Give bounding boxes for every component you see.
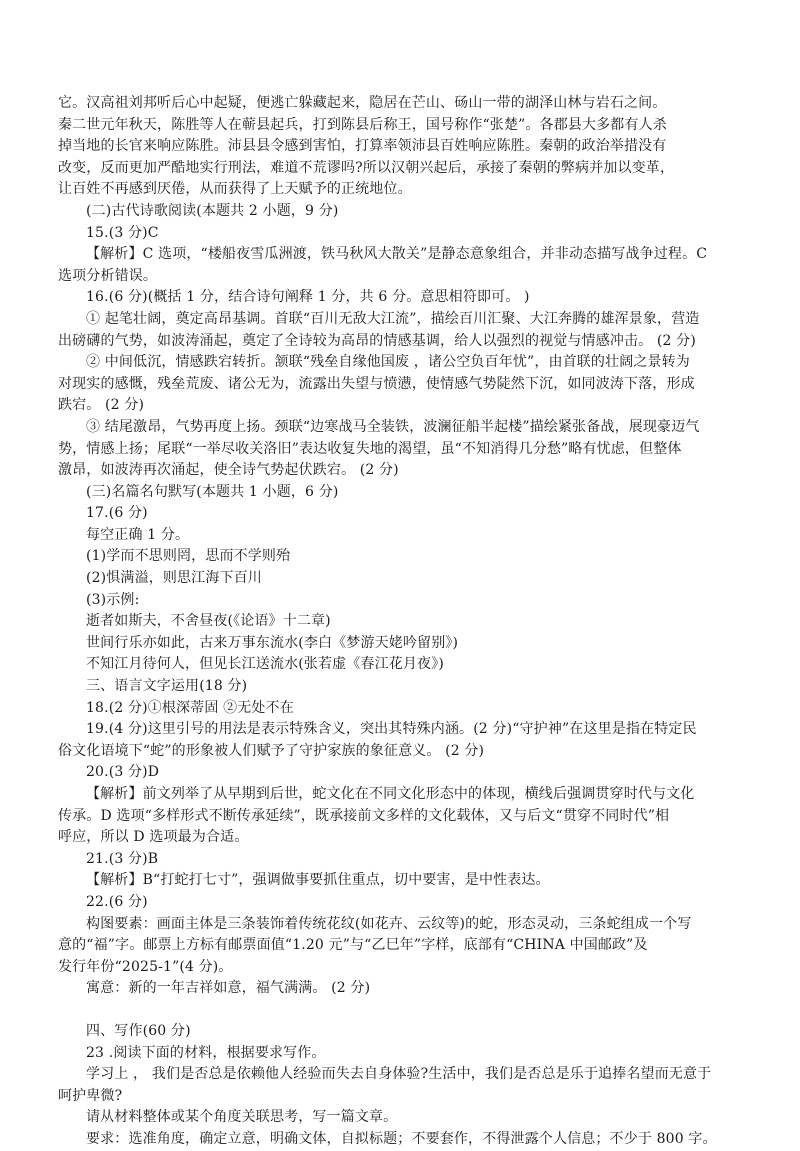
answer-text-line: 出磅礴的气势，如波涛涌起，奠定了全诗较为高昂的情感基调，给人以强烈的视觉与情感冲击。 (2 分) (58, 332, 696, 349)
writing-prompt-line: 学习上 ， 我们是否总是依赖他人经验而失去自身体验?生活中，我们是否总是乐于追捧名望而无意于 (86, 1066, 712, 1083)
answer-text-line: (二)古代诗歌阅读(本题共 2 小题，9 分) (86, 202, 339, 219)
answer-text-line: 势，情感上扬；尾联“一举尽收关洛旧”表达收复失地的渴望，虽“不知消得几分愁”略有忧虑，但整体 (58, 440, 682, 457)
answer-text-line: 俗文化语境下“蛇”的形象被人们赋予了守护家族的象征意义。 (2 分) (58, 742, 485, 759)
answer-text-line: 呼应，所以 D 选项最为合适。 (58, 829, 249, 846)
answer-text-line: 传承。D 选项“多样形式不断传承延续”，既承接前文多样的文化载体，又与后文“贯穿不同时代”相 (58, 807, 670, 824)
answer-text-line: 掉当地的长官来响应陈胜。沛县县令感到害怕，打算率领沛县百姓响应陈胜。秦朝的政治举措没有 (58, 138, 667, 155)
answer-text-line: 发行年份“2025-1”(4 分)。 (58, 958, 233, 975)
answer-text-line: 三、语言文字运用(18 分) (86, 678, 248, 695)
answer-text-line: 选项分析错误。 (58, 267, 158, 284)
answer-text-line: 不知江月待何人，但见长江送流水(张若虚《春江花月夜》) (86, 656, 444, 673)
answer-text-line: 20.(3 分)D (86, 764, 160, 781)
answer-text-line: 15.(3 分)C (86, 224, 159, 241)
answer-key-text (58, 93, 740, 1000)
answer-text-line: (3)示例: (86, 591, 140, 608)
answer-text-line: 21.(3 分)B (86, 850, 159, 867)
answer-text-line: 激昂，如波涛再次涌起，使全诗气势起伏跌宕。 (2 分) (58, 462, 399, 479)
answer-text-line: 它。汉高祖刘邦听后心中起疑，便逃亡躲藏起来，隐居在芒山、砀山一带的湖泽山林与岩石之间。 (58, 95, 667, 111)
writing-prompt-line: 23 .阅读下面的材料，根据要求写作。 (86, 1044, 326, 1061)
answer-text-line: ② 中间低沉，情感跌宕转折。颔联“残垒自缘他国废 ，诸公空负百年忧”，由首联的壮阔之景转为 (86, 354, 690, 371)
section-gap (58, 1000, 740, 1021)
writing-prompt-line: 要求：选准角度，确定立意，明确文体，自拟标题；不要套作，不得泄露个人信息；不少于 800 字。 (86, 1130, 717, 1147)
answer-text-line: 逝者如斯夫，不舍昼夜(《论语》十二章) (86, 613, 331, 630)
document-page (58, 93, 740, 1151)
answer-text-line: 17.(6 分) (86, 505, 148, 522)
answer-text-line: (三)名篇名句默写(本题共 1 小题，6 分) (86, 483, 339, 500)
answer-text-line: 【解析】B“打蛇打七寸”，强调做事要抓住重点，切中要害，是中性表达。 (86, 872, 550, 889)
answer-text-line: (2)惧满溢，则思江海下百川 (86, 570, 262, 587)
answer-text-line: 跌宕。 (2 分) (58, 397, 145, 414)
answer-text-line: 22.(6 分) (86, 893, 148, 910)
answer-text-line: 改变，反而更加严酷地实行刑法，难道不荒谬吗?所以汉朝兴起后，承接了秦朝的弊病并加以变革， (58, 159, 675, 176)
answer-text-line: 【解析】前文列举了从早期到后世，蛇文化在不同文化形态中的体现，横线后强调贯穿时代与文化 (86, 786, 695, 802)
answer-text-line: 构图要素：画面主体是三条装饰着传统花纹(如花卉、云纹等)的蛇，形态灵动，三条蛇组成一个写 (86, 915, 692, 932)
answer-text-line: 秦二世元年秋天，陈胜等人在蕲县起兵，打到陈县后称王，国号称作“张楚”。各郡县大多都有人杀 (58, 116, 667, 133)
answer-text-line: 16.(6 分)(概括 1 分，结合诗句阐释 1 分，共 6 分。意思相符即可。 ) (86, 289, 530, 306)
answer-text-line: ① 起笔壮阔，奠定高昂基调。首联“百川无敌大江流”，描绘百川汇聚、大江奔腾的雄浑景象，营造 (86, 310, 700, 327)
answer-text-line: (1)学而不思则罔，思而不学则殆 (86, 548, 291, 565)
answer-text-line: 【解析】C 选项，“楼船夜雪瓜洲渡，铁马秋风大散关”是静态意象组合，并非动态描写战争过程。C (86, 246, 708, 263)
writing-prompt-line: 呵护卑微? (58, 1087, 123, 1104)
answer-text-line: 世间行乐亦如此，古来万事东流水(李白《梦游天姥吟留别》) (86, 634, 459, 651)
writing-section (58, 1021, 740, 1151)
answer-text-line: 每空正确 1 分。 (86, 526, 190, 543)
answer-text-line: 让百姓不再感到厌倦，从而获得了上天赋予的正统地位。 (58, 181, 412, 198)
answer-text-line: ③ 结尾激昂，气势再度上扬。颈联“边寒战马全装铁，波澜征船半起楼”描绘紧张备战，展现豪迈气 (86, 418, 700, 435)
writing-prompt-line: 请从材料整体或某个角度关联思考，写一篇文章。 (86, 1109, 398, 1126)
answer-text-line: 19.(4 分)这里引号的用法是表示特殊含义，突出其特殊内涵。(2 分)“守护神”在这里是指在特定民 (86, 721, 697, 738)
answer-text-line: 寓意：新的一年吉祥如意，福气满满。 (2 分) (86, 980, 371, 997)
answer-text-line: 对现实的感慨，残垒荒废、诸公无为，流露出失望与愤懑，使情感气势陡然下沉，如同波涛下落，形成 (58, 375, 695, 392)
answer-text-line: 意的“福”字。邮票上方标有邮票面值“1.20 元”与“乙巳年”字样，底部有“CHINA 中国邮政”及 (58, 937, 648, 954)
answer-text-line: 18.(2 分)①根深蒂固 ②无处不在 (86, 699, 294, 716)
writing-prompt-line: 四、写作(60 分) (86, 1022, 191, 1039)
